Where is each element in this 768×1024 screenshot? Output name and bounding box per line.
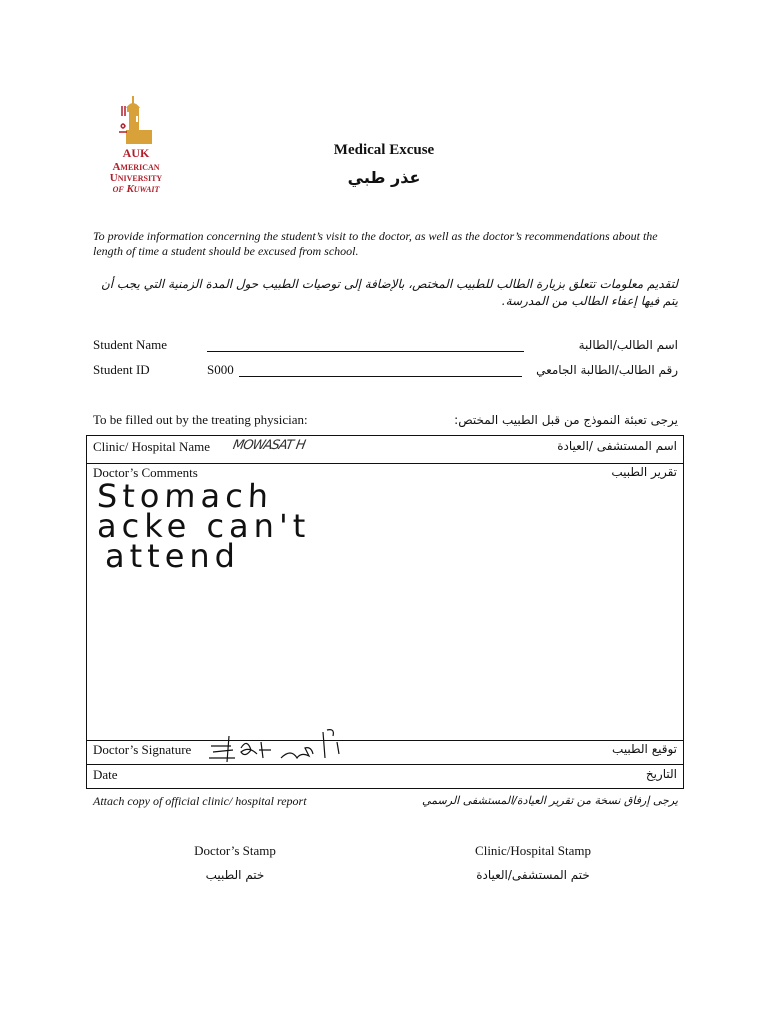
doctors-comments-label: Doctor’s Comments <box>93 465 198 480</box>
date-label-arabic: التاريخ <box>645 767 677 781</box>
logo-line-2: University <box>109 172 163 184</box>
tower-icon <box>96 92 176 148</box>
clinic-stamp-label: Clinic/Hospital Stamp <box>475 843 591 858</box>
student-name-label-arabic: اسم الطالب/الطالبة <box>578 338 678 352</box>
page-title: Medical Excuse <box>333 142 435 158</box>
clinic-name-value[interactable]: MOWASAT H <box>231 438 306 453</box>
physician-instruction-arabic: يرجى تعبئة النموذج من قبل الطبيب المختص: <box>454 413 678 427</box>
clinic-name-label-arabic: اسم المستشفى /العيادة <box>557 439 677 453</box>
doctors-comments-label-arabic: تقرير الطبيب <box>611 465 677 479</box>
student-name-field[interactable] <box>207 351 524 352</box>
comment-line-2: acke can't <box>97 507 311 545</box>
doctor-stamp-label-arabic: ختم الطبيب <box>205 868 265 882</box>
divider <box>87 463 683 464</box>
date-label: Date <box>93 767 118 782</box>
student-id-field[interactable] <box>239 376 522 377</box>
attach-note-arabic: يرجى إرفاق نسخة من تقرير العيادة/المستشفى الرسمي <box>422 794 678 807</box>
intro-arabic: لتقديم معلومات تتعلق بزيارة الطالب للطبيب المختص، بالإضافة إلى توصيات الطبيب حول المدة الزمنية التي يجب أن يتم فيها إعفاء الطالب من المدرسة. <box>100 277 678 308</box>
comment-line-1: Stomach <box>96 477 274 515</box>
attach-note: Attach copy of official clinic/ hospital report <box>93 794 307 808</box>
logo-line-3: of Kuwait <box>112 183 160 195</box>
page-title-arabic: عذر طبي <box>347 168 421 187</box>
clinic-name-label: Clinic/ Hospital Name <box>93 439 210 454</box>
clinic-stamp-label-arabic: ختم المستشفى/العيادة <box>476 868 590 882</box>
logo-abbr: AUK <box>122 146 150 160</box>
doctor-stamp-label: Doctor’s Stamp <box>194 843 276 858</box>
physician-form-box <box>86 435 684 789</box>
logo-line-1: American <box>112 161 160 173</box>
comment-line-3: attend <box>105 537 240 575</box>
student-id-label-arabic: رقم الطالب/الطالبة الجامعي <box>536 363 678 377</box>
doctor-signature[interactable] <box>201 728 361 768</box>
divider <box>87 764 683 765</box>
doctors-signature-label-arabic: توقيع الطبيب <box>612 742 677 756</box>
student-id-prefix: S000 <box>207 362 234 377</box>
physician-instruction: To be filled out by the treating physician: <box>93 412 308 427</box>
student-name-label: Student Name <box>93 337 168 352</box>
intro-english: To provide information concerning the student’s visit to the doctor, as well as the doctor’s recommendations about the length of time a student should be excused from school. <box>93 229 658 258</box>
divider <box>87 740 683 741</box>
doctors-comments-value[interactable] <box>96 477 311 575</box>
student-id-label: Student ID <box>93 362 150 377</box>
doctors-signature-label: Doctor’s Signature <box>93 742 192 757</box>
